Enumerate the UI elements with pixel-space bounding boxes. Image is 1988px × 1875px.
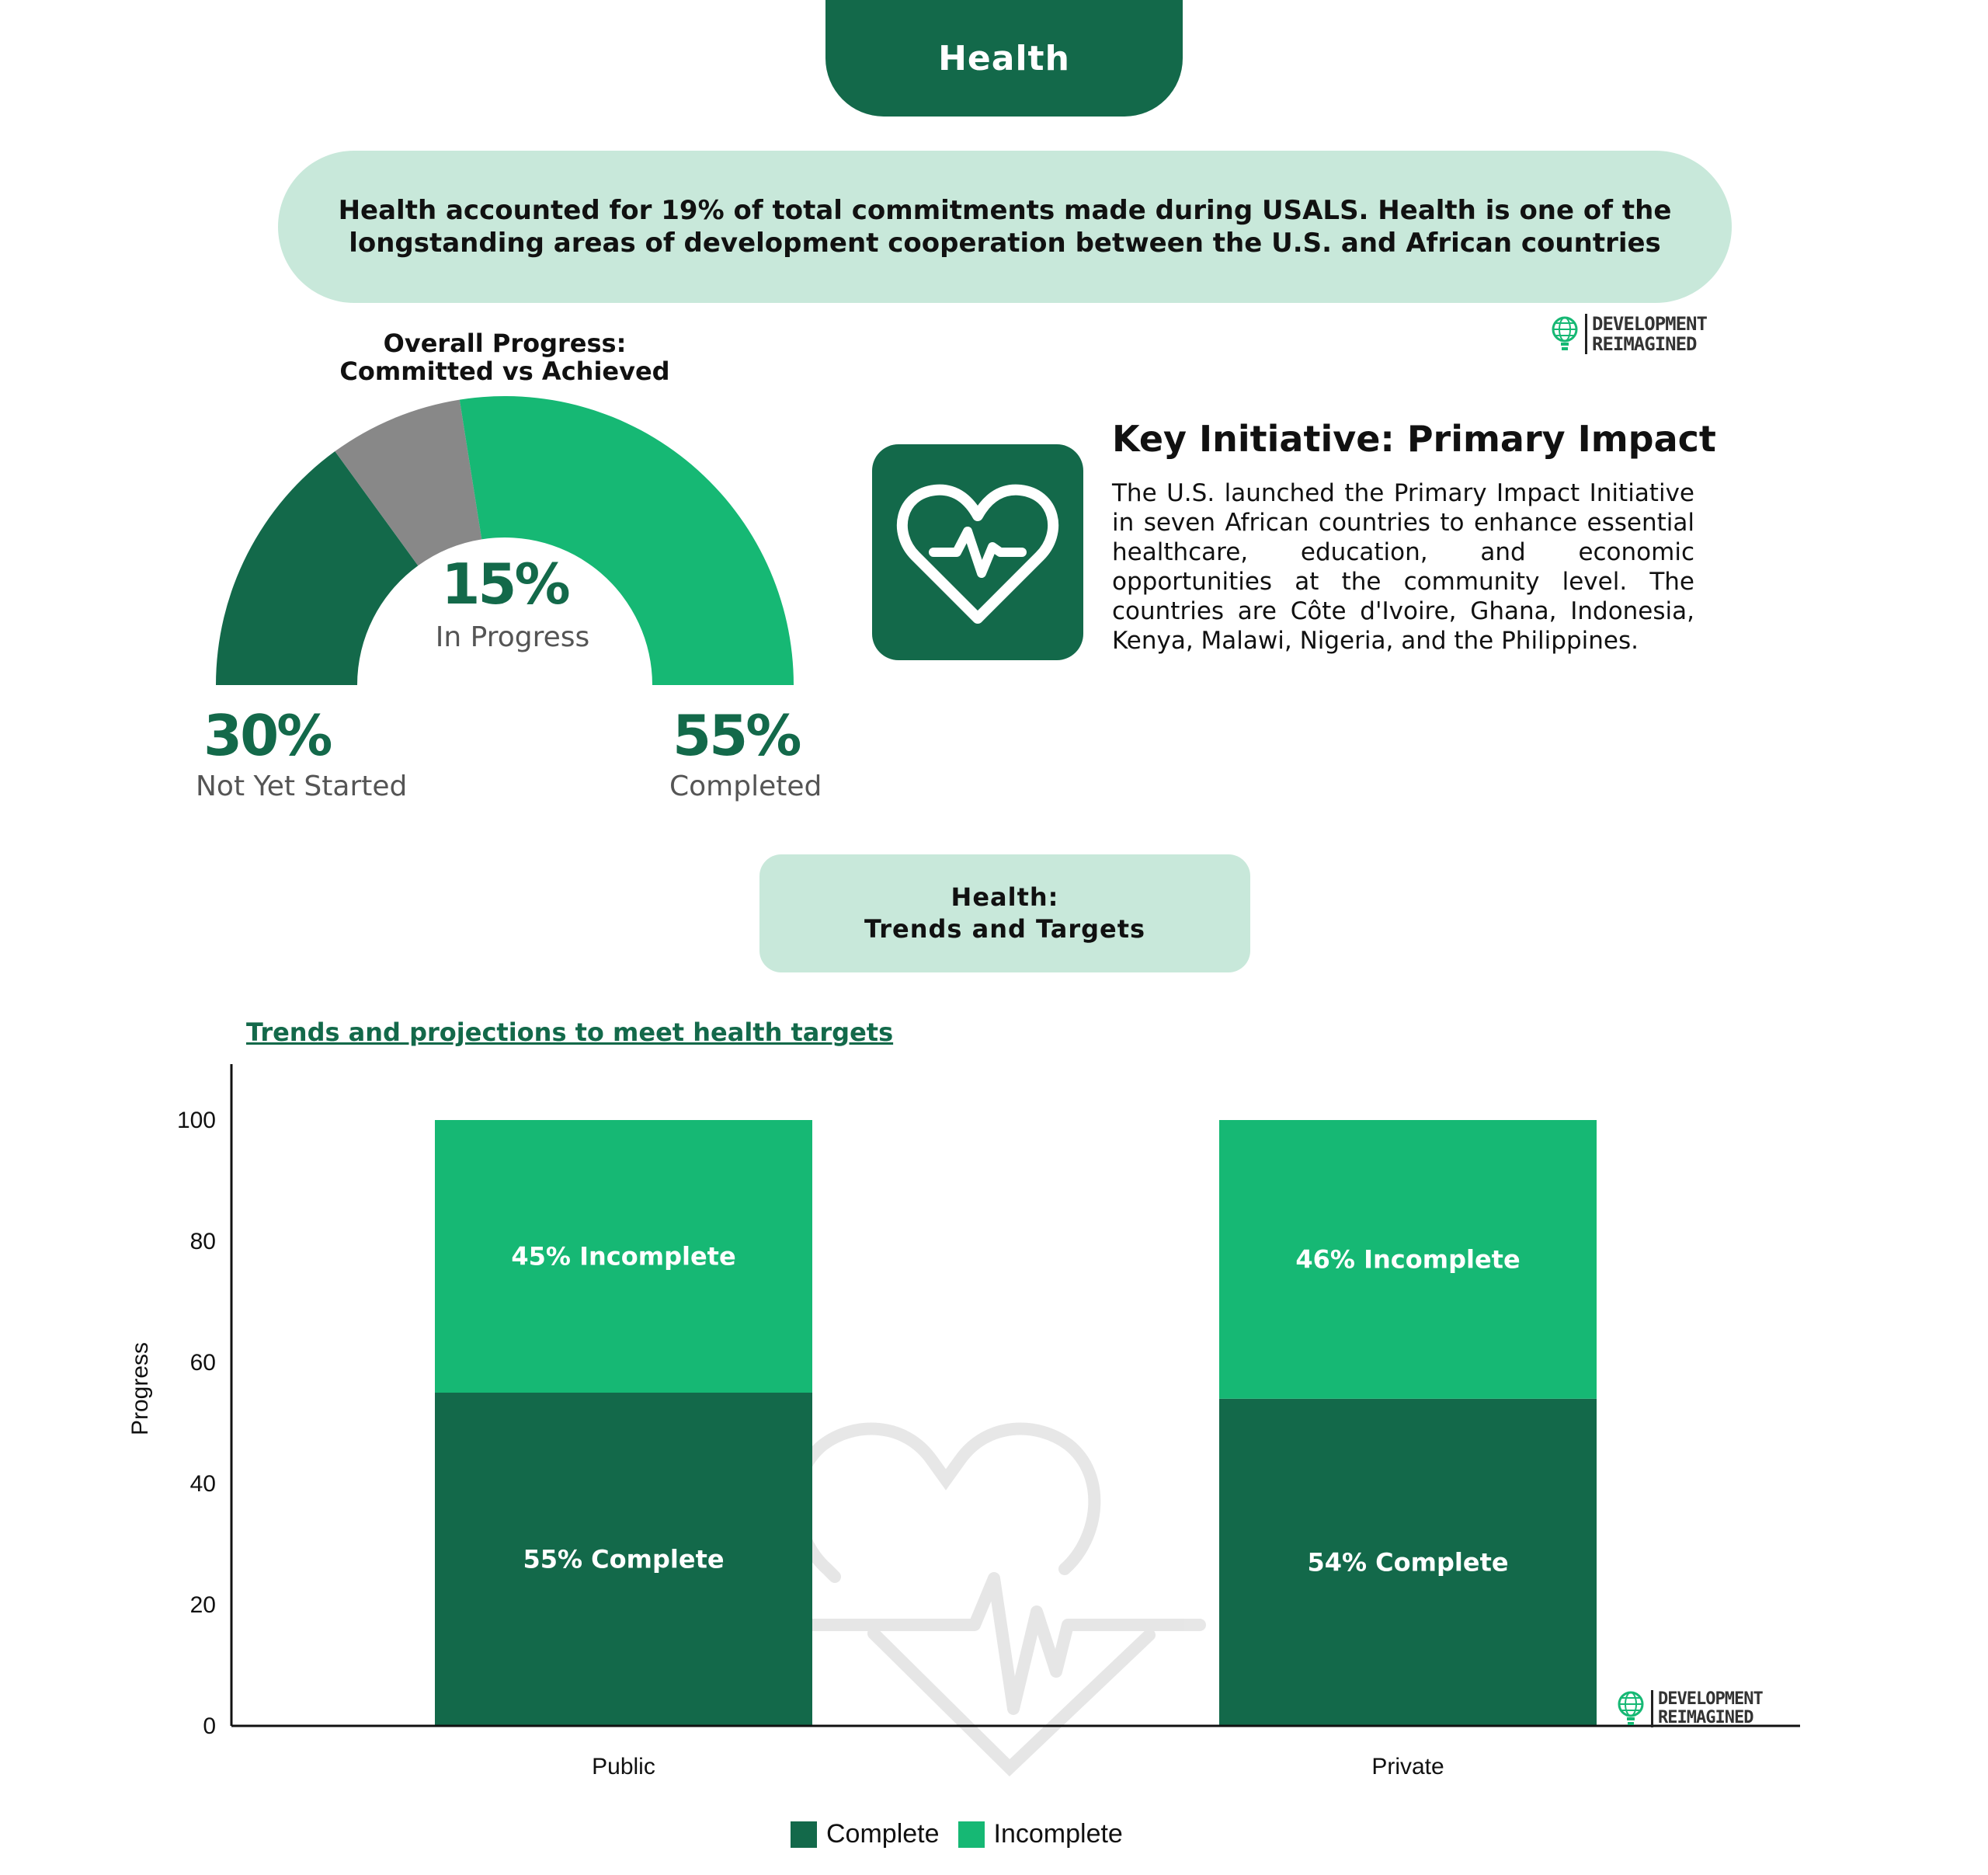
y-axis-label: Progress — [127, 1341, 153, 1436]
intro-line-1: Health accounted for 19% of total commitments made during USALS. Health is one of the — [338, 195, 1672, 226]
bar-label-private-complete: 54% Complete — [1307, 1547, 1509, 1578]
x-tick-label-private: Private — [1371, 1754, 1444, 1779]
watermark-heart-icon — [798, 1429, 1200, 1768]
not-started-caption: Not Yet Started — [196, 771, 408, 802]
completed-caption: Completed — [669, 771, 822, 802]
chart-legend — [791, 1819, 1142, 1849]
section-header-line-2: Trends and Targets — [864, 914, 1146, 944]
in-progress-percent: 15% — [441, 551, 568, 617]
section-header — [759, 854, 1250, 972]
legend-item-incomplete — [958, 1819, 1123, 1849]
brand-logo — [1549, 314, 1707, 354]
not-started-percent: 30% — [203, 703, 331, 768]
logo-wordmark — [1592, 314, 1707, 354]
in-progress-caption: In Progress — [435, 621, 590, 653]
initiative-icon-tile — [872, 444, 1083, 660]
gauge-title-line-1: Overall Progress: — [383, 329, 627, 358]
logo-line-1: DEVELOPMENT — [1592, 313, 1707, 335]
y-tick-label-60: 60 — [189, 1350, 216, 1376]
key-initiative-title: Key Initiative: Primary Impact — [1112, 418, 1716, 460]
logo-line-2: REIMAGINED — [1592, 333, 1697, 355]
legend-label-complete: Complete — [826, 1819, 940, 1849]
legend-label-incomplete: Incomplete — [993, 1819, 1123, 1849]
y-tick-label-0: 0 — [203, 1713, 216, 1739]
logo-wordmark — [1658, 1690, 1763, 1727]
y-tick-label-100: 100 — [176, 1108, 216, 1133]
logo-divider — [1585, 314, 1587, 354]
y-tick-label-20: 20 — [189, 1592, 216, 1618]
page-title-text: Health — [938, 38, 1070, 78]
section-header-line-1: Health: — [951, 882, 1059, 912]
globe-bulb-icon — [1549, 316, 1580, 352]
bar-label-private-incomplete: 46% Incomplete — [1295, 1244, 1521, 1275]
heart-pulse-icon — [896, 471, 1059, 634]
chart-title: Trends and projections to meet health targets — [246, 1018, 894, 1047]
gauge-title — [295, 329, 714, 385]
bar-label-public-complete: 55% Complete — [523, 1544, 725, 1574]
intro-banner — [278, 151, 1732, 303]
legend-item-complete — [791, 1819, 940, 1849]
legend-swatch-complete — [791, 1821, 817, 1848]
logo-divider — [1651, 1690, 1653, 1727]
logo-line-2: REIMAGINED — [1658, 1708, 1753, 1727]
legend-swatch-incomplete — [958, 1821, 985, 1848]
page-title — [825, 0, 1183, 117]
y-tick-label-40: 40 — [189, 1471, 216, 1497]
globe-bulb-icon — [1615, 1691, 1646, 1727]
y-tick-label-80: 80 — [189, 1229, 216, 1254]
logo-line-1: DEVELOPMENT — [1658, 1689, 1763, 1709]
completed-percent: 55% — [673, 703, 800, 768]
key-initiative-description: The U.S. launched the Primary Impact Initiative in seven African countries to enhance essential healthcare, education, and economic opportunities at the community level. The countries are Côte d'Ivoire, Ghana, Indonesia, Kenya, Malawi, Nigeria, and the Philippines. — [1112, 479, 1694, 655]
bar-label-public-incomplete: 45% Incomplete — [511, 1241, 736, 1271]
chart-brand-logo — [1615, 1690, 1763, 1727]
intro-text — [337, 194, 1673, 259]
intro-line-2: longstanding areas of development cooperation between the U.S. and African countries — [349, 228, 1661, 259]
gauge-title-line-2: Committed vs Achieved — [339, 357, 670, 386]
x-tick-label-public: Public — [592, 1754, 655, 1779]
